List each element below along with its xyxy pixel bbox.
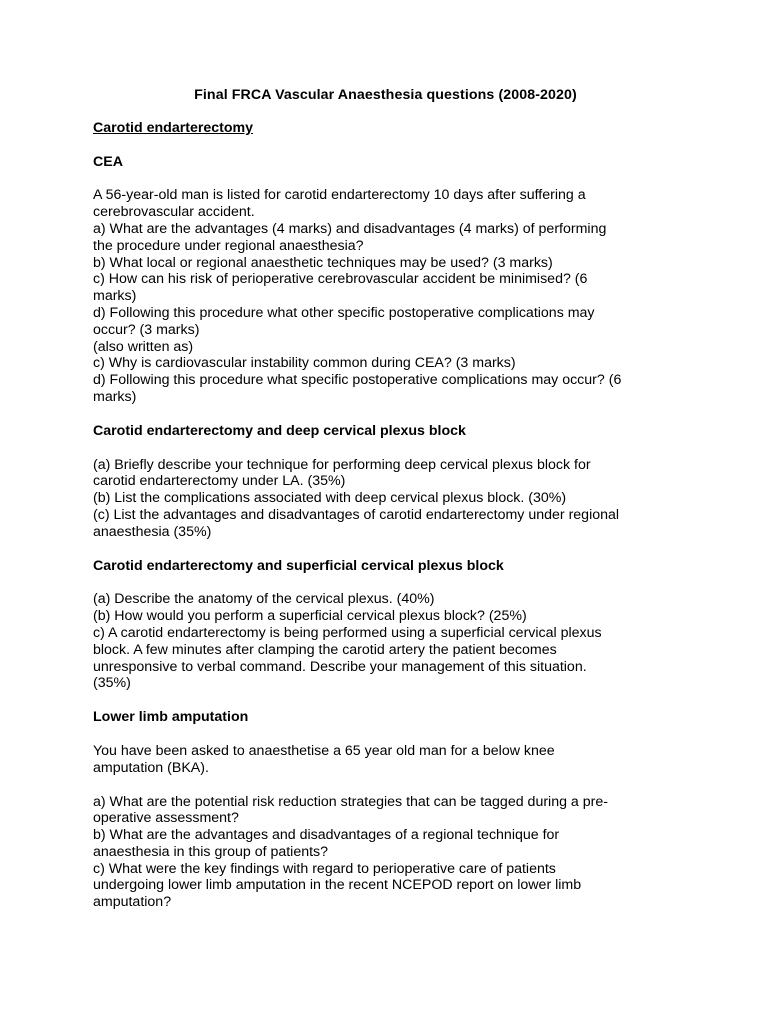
cea-question-block [93, 187, 678, 405]
text-line: d) Following this procedure what other specific postoperative complications may [93, 304, 595, 321]
text-line: (c) List the advantages and disadvantages of carotid endarterectomy under regional [93, 506, 620, 523]
text-line: (b) List the complications associated with deep cervical plexus block. (30%) [93, 490, 567, 507]
section-heading-carotid [93, 120, 678, 137]
text-line: unresponsive to verbal command. Describe your management of this situation. [93, 658, 587, 675]
amputation-question-block [93, 794, 678, 912]
text-line: amputation (BKA). [93, 759, 209, 776]
deep-block-question-block [93, 457, 678, 541]
text-line: block. A few minutes after clamping the carotid artery the patient becomes [93, 641, 557, 658]
text-line: anaesthesia in this group of patients? [93, 843, 329, 860]
text-line: c) Why is cardiovascular instability common during CEA? (3 marks) [93, 355, 516, 372]
text-line: (also written as) [93, 338, 194, 355]
carotid-heading-text: Carotid endarterectomy [93, 119, 254, 136]
text-line: cerebrovascular accident. [93, 204, 255, 221]
superficial-block-heading: Carotid endarterectomy and superficial cervical plexus block [93, 557, 504, 574]
text-line: amputation? [93, 894, 172, 911]
text-line: c) What were the key findings with regard to perioperative care of patients [93, 860, 556, 877]
document-page [93, 87, 678, 928]
document-title: Final FRCA Vascular Anaesthesia questions (2008-2020) [194, 87, 577, 103]
text-line: operative assessment? [93, 810, 239, 827]
text-line: a) What are the advantages (4 marks) and disadvantages (4 marks) of performing [93, 220, 607, 237]
text-line: A 56-year-old man is listed for carotid endarterectomy 10 days after suffering a [93, 187, 586, 204]
text-line: c) A carotid endarterectomy is being performed using a superficial cervical plexus [93, 624, 602, 641]
deep-block-heading: Carotid endarterectomy and deep cervical plexus block [93, 422, 466, 439]
text-line: b) What are the advantages and disadvantages of a regional technique for [93, 827, 560, 844]
cea-heading: CEA [93, 153, 123, 170]
text-line: (a) Describe the anatomy of the cervical plexus. (40%) [93, 591, 435, 608]
text-line: c) How can his risk of perioperative cerebrovascular accident be minimised? (6 [93, 271, 588, 288]
text-line: anaesthesia (35%) [93, 523, 212, 540]
text-line: d) Following this procedure what specific postoperative complications may occur? (6 [93, 372, 622, 389]
text-line: a) What are the potential risk reduction strategies that can be tagged during a pre- [93, 793, 608, 810]
amputation-heading: Lower limb amputation [93, 709, 249, 726]
text-line: b) What local or regional anaesthetic techniques may be used? (3 marks) [93, 254, 553, 271]
text-line: marks) [93, 388, 137, 405]
text-line: the procedure under regional anaesthesia? [93, 237, 364, 254]
text-line: You have been asked to anaesthetise a 65 year old man for a below knee [93, 742, 555, 759]
text-line: undergoing lower limb amputation in the recent NCEPOD report on lower limb [93, 877, 582, 894]
text-line: marks) [93, 288, 137, 305]
superficial-block-question-block [93, 591, 678, 692]
text-line: (a) Briefly describe your technique for performing deep cervical plexus block for [93, 456, 591, 473]
amputation-intro-block [93, 743, 678, 777]
text-line: carotid endarterectomy under LA. (35%) [93, 473, 346, 490]
text-line: occur? (3 marks) [93, 321, 200, 338]
text-line: (b) How would you perform a superficial cervical plexus block? (25%) [93, 608, 527, 625]
text-line: (35%) [93, 675, 131, 692]
